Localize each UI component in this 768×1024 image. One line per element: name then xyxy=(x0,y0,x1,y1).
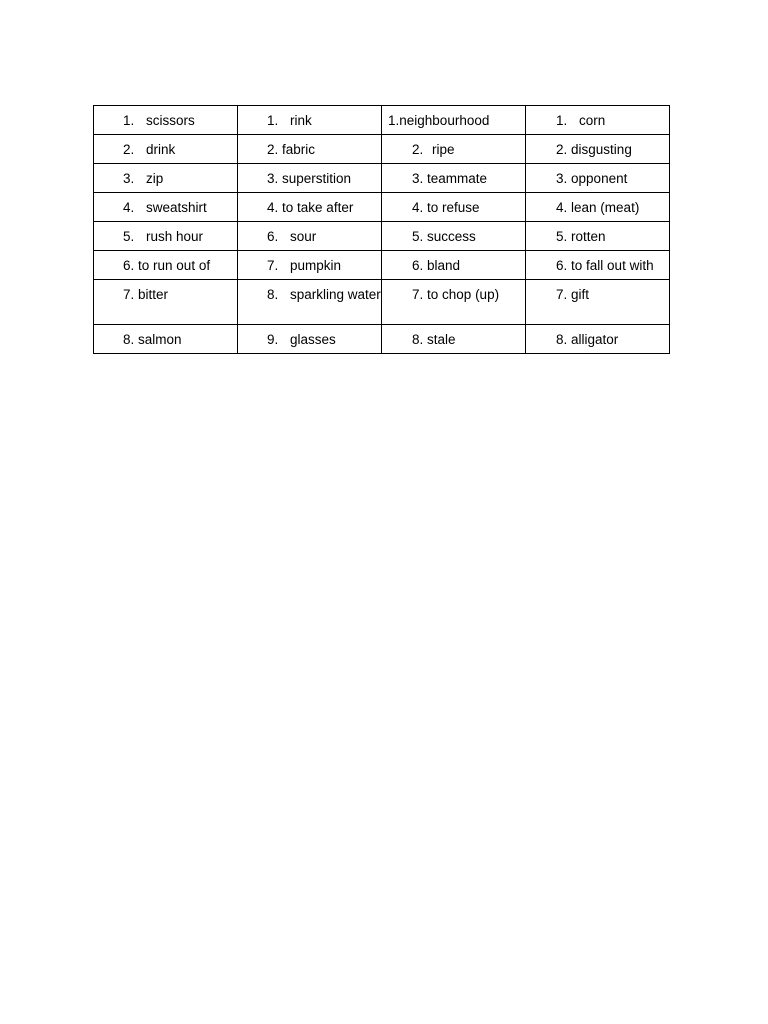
vocabulary-word: neighbourhood xyxy=(399,113,490,128)
vocabulary-word: sweatshirt xyxy=(146,200,207,215)
item-number: 7. xyxy=(123,287,135,302)
item-number: 3. xyxy=(412,171,424,186)
table-cell xyxy=(526,106,670,135)
table-row xyxy=(94,280,670,325)
cell-content xyxy=(94,193,237,215)
vocabulary-word: rush hour xyxy=(146,229,204,244)
table-row xyxy=(94,106,670,135)
item-number: 6. xyxy=(267,229,279,244)
table-row xyxy=(94,164,670,193)
vocabulary-word: fabric xyxy=(282,142,316,157)
item-number: 1. xyxy=(556,113,568,128)
vocabulary-word: disgusting xyxy=(571,142,632,157)
vocabulary-word: to take after xyxy=(282,200,354,215)
table-cell xyxy=(238,193,382,222)
vocabulary-word: rink xyxy=(290,113,312,128)
cell-content xyxy=(94,164,237,186)
cell-content xyxy=(382,135,525,157)
item-number: 7. xyxy=(556,287,568,302)
table-cell xyxy=(526,164,670,193)
vocabulary-word: bland xyxy=(427,258,461,273)
cell-content xyxy=(526,135,669,157)
table-row xyxy=(94,251,670,280)
vocabulary-word: to fall out with xyxy=(571,258,654,273)
vocabulary-word: drink xyxy=(146,142,176,157)
item-number: 8. xyxy=(267,287,279,302)
cell-content xyxy=(526,106,669,128)
cell-content xyxy=(238,325,381,347)
vocabulary-word: to chop (up) xyxy=(427,287,500,302)
cell-content xyxy=(238,222,381,244)
item-number: 3. xyxy=(123,171,135,186)
cell-content xyxy=(526,280,669,302)
item-number: 8. xyxy=(556,332,568,347)
cell-content xyxy=(526,164,669,186)
vocabulary-word: lean (meat) xyxy=(571,200,640,215)
table-cell xyxy=(382,280,526,325)
table-cell xyxy=(382,135,526,164)
item-number: 3. xyxy=(267,171,279,186)
vocabulary-word: success xyxy=(427,229,476,244)
item-number: 6. xyxy=(123,258,135,273)
cell-content xyxy=(526,325,669,347)
cell-content xyxy=(238,106,381,128)
cell-content xyxy=(382,325,525,347)
table-cell xyxy=(238,325,382,354)
table-cell xyxy=(526,251,670,280)
item-number: 4. xyxy=(556,200,568,215)
cell-content xyxy=(382,164,525,186)
table-cell xyxy=(238,251,382,280)
table-cell xyxy=(526,280,670,325)
cell-content xyxy=(94,325,237,347)
vocabulary-word: rotten xyxy=(571,229,606,244)
cell-content xyxy=(526,251,669,273)
item-number: 4. xyxy=(267,200,279,215)
item-number: 2. xyxy=(412,142,424,157)
table-cell xyxy=(94,325,238,354)
table-cell xyxy=(94,222,238,251)
table-row xyxy=(94,135,670,164)
vocabulary-word: teammate xyxy=(427,171,488,186)
table-cell xyxy=(238,106,382,135)
table-cell xyxy=(238,164,382,193)
vocabulary-table-body xyxy=(94,106,670,354)
cell-content xyxy=(526,222,669,244)
vocabulary-word: gift xyxy=(571,287,590,302)
item-number: 4. xyxy=(123,200,135,215)
table-cell xyxy=(382,251,526,280)
table-cell xyxy=(238,135,382,164)
vocabulary-word: corn xyxy=(579,113,606,128)
item-number: 1. xyxy=(388,113,400,128)
table-row xyxy=(94,222,670,251)
cell-content xyxy=(238,251,381,273)
cell-content xyxy=(94,251,237,273)
table-cell xyxy=(382,222,526,251)
cell-content xyxy=(382,193,525,215)
table-row xyxy=(94,325,670,354)
vocabulary-word: sparkling water xyxy=(290,287,381,302)
vocabulary-word: salmon xyxy=(138,332,182,347)
vocabulary-word: sour xyxy=(290,229,317,244)
cell-content xyxy=(238,193,381,215)
vocabulary-word: opponent xyxy=(571,171,628,186)
cell-content xyxy=(94,280,237,302)
item-number: 5. xyxy=(556,229,568,244)
table-cell xyxy=(94,193,238,222)
item-number: 1. xyxy=(267,113,279,128)
table-cell xyxy=(382,164,526,193)
item-number: 7. xyxy=(412,287,424,302)
vocabulary-table xyxy=(93,105,670,354)
table-cell xyxy=(238,280,382,325)
vocabulary-word: glasses xyxy=(290,332,336,347)
table-cell xyxy=(94,135,238,164)
vocabulary-word: superstition xyxy=(282,171,352,186)
cell-content xyxy=(382,251,525,273)
table-cell xyxy=(94,251,238,280)
table-cell xyxy=(382,193,526,222)
item-number: 6. xyxy=(412,258,424,273)
table-cell xyxy=(238,222,382,251)
vocabulary-word: pumpkin xyxy=(290,258,342,273)
cell-content xyxy=(382,222,525,244)
vocabulary-word: scissors xyxy=(146,113,195,128)
cell-content xyxy=(238,280,381,302)
item-number: 2. xyxy=(556,142,568,157)
table-cell xyxy=(382,325,526,354)
item-number: 5. xyxy=(123,229,135,244)
vocabulary-word: to run out of xyxy=(138,258,211,273)
cell-content xyxy=(94,222,237,244)
cell-content xyxy=(238,135,381,157)
vocabulary-word: to refuse xyxy=(427,200,480,215)
item-number: 8. xyxy=(123,332,135,347)
cell-content xyxy=(94,106,237,128)
item-number: 4. xyxy=(412,200,424,215)
table-cell xyxy=(526,222,670,251)
cell-content xyxy=(94,135,237,157)
table-cell xyxy=(382,106,526,135)
item-number: 9. xyxy=(267,332,279,347)
table-cell xyxy=(94,164,238,193)
vocabulary-word: alligator xyxy=(571,332,619,347)
item-number: 2. xyxy=(267,142,279,157)
cell-content xyxy=(382,106,525,128)
cell-content xyxy=(238,164,381,186)
cell-content xyxy=(526,193,669,215)
item-number: 2. xyxy=(123,142,135,157)
cell-content xyxy=(382,280,525,302)
vocabulary-word: ripe xyxy=(432,142,455,157)
vocabulary-word: bitter xyxy=(138,287,169,302)
item-number: 1. xyxy=(123,113,135,128)
item-number: 6. xyxy=(556,258,568,273)
table-row xyxy=(94,193,670,222)
item-number: 7. xyxy=(267,258,279,273)
item-number: 8. xyxy=(412,332,424,347)
item-number: 3. xyxy=(556,171,568,186)
table-cell xyxy=(526,193,670,222)
table-cell xyxy=(526,325,670,354)
vocabulary-word: zip xyxy=(146,171,164,186)
table-cell xyxy=(94,106,238,135)
vocabulary-word: stale xyxy=(427,332,456,347)
table-cell xyxy=(526,135,670,164)
item-number: 5. xyxy=(412,229,424,244)
table-cell xyxy=(94,280,238,325)
